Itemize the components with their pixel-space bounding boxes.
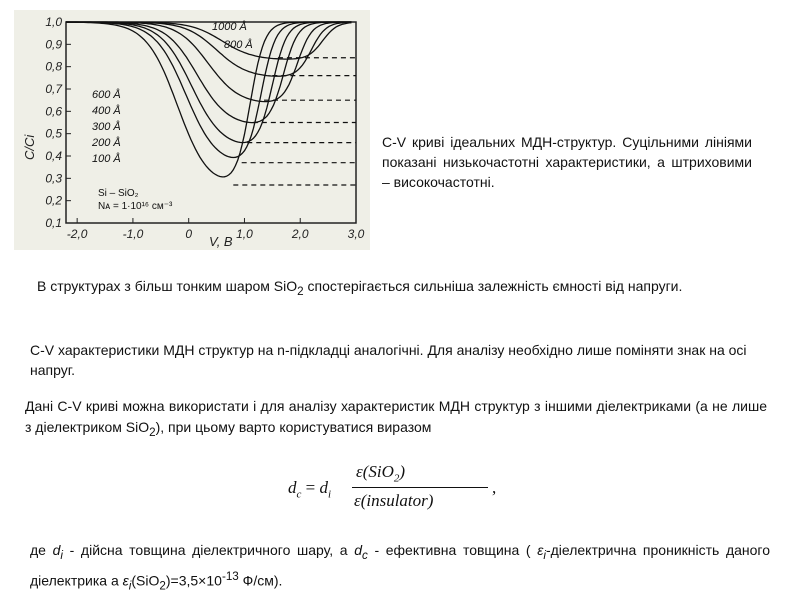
formula-numerator: ε(SiO$_2$) — [356, 462, 406, 485]
p1-text-a: В структурах з більш тонким шаром SiO — [37, 278, 298, 294]
y-tick-label: 0,7 — [45, 82, 62, 96]
formula-comma: , — [492, 478, 497, 497]
formula — [288, 460, 518, 518]
x-tick-label: 0 — [185, 227, 193, 241]
thickness-label: 200 Å — [92, 137, 121, 149]
thickness-label: 600 Å — [92, 89, 121, 101]
y-tick-label: 0,2 — [45, 193, 62, 208]
p3-sub: 2 — [149, 425, 156, 439]
p3-text-b: ), при цьому варто користуватися виразом — [155, 419, 432, 435]
thickness-label: 1000 Å — [212, 21, 247, 33]
lf-curve — [66, 22, 352, 76]
thickness-label: 300 Å — [92, 121, 121, 133]
thickness-label: 100 Å — [92, 153, 121, 165]
x-axis-label: V, В — [209, 234, 233, 249]
paragraph-other-dielectrics — [25, 396, 767, 443]
paragraph-thin-oxide — [37, 276, 765, 302]
paragraph-definitions: де $d_i$ - дійсна товщина діелектричного шару, а $d_c$ - ефективна товщина ( $\varepsilon_i$-діелектрична проникність даного діелектрика а $\varepsilon_i(SiO_2)=3,5\times 10^{-13}$ Ф/см). — [30, 542, 770, 593]
x-tick-label: -1,0 — [122, 227, 144, 241]
formula-lhs: $d_c = d_i$ — [288, 478, 332, 501]
y-tick-label: 0,1 — [45, 216, 62, 230]
lf-curve — [66, 22, 352, 59]
y-tick-label: 0,4 — [45, 149, 62, 163]
fraction-bar — [352, 487, 488, 488]
thickness-label: 400 Å — [92, 105, 121, 117]
doping-label: Nᴀ = 1·10¹⁶ см⁻³ — [98, 201, 173, 212]
y-tick-label: 0,8 — [45, 59, 62, 74]
y-tick-label: 0,3 — [45, 171, 62, 186]
p1-sub: 2 — [297, 284, 304, 298]
y-axis-label: C/Ci — [22, 134, 37, 160]
x-tick-label: 1,0 — [236, 227, 253, 241]
x-tick-label: 2,0 — [291, 227, 309, 241]
formula-denominator: ε(insulator) — [354, 491, 434, 510]
cv-chart-svg — [14, 10, 370, 250]
thickness-label: 800 Å — [224, 39, 253, 51]
y-tick-label: 0,5 — [45, 126, 62, 141]
p1-text-b: спостерігається сильніша залежність ємності від напруги. — [303, 278, 683, 294]
y-tick-label: 0,9 — [45, 37, 62, 52]
y-tick-label: 0,6 — [45, 104, 62, 119]
x-tick-label: -2,0 — [66, 227, 88, 241]
chart-caption: C-V криві ідеальних МДН-структур. Суцільними лініями показані низькочастотні характеристики, а штриховими – високочастотні. — [382, 134, 752, 190]
y-tick-label: 1,0 — [45, 15, 62, 29]
x-tick-label: 3,0 — [347, 227, 365, 241]
paragraph-n-substrate: C-V характеристики МДН структур на n-підкладці аналогічні. Для аналізу необхідно лише поміняти знак на осі напруг. — [30, 342, 747, 378]
material-label: Si – SiO₂ — [98, 188, 139, 199]
p3-text-a: Дані C-V криві можна використати і для аналізу характеристик МДН структур з іншими діелектриками (а не лише з діелектриком SiO — [25, 398, 767, 435]
cv-chart — [14, 10, 370, 250]
